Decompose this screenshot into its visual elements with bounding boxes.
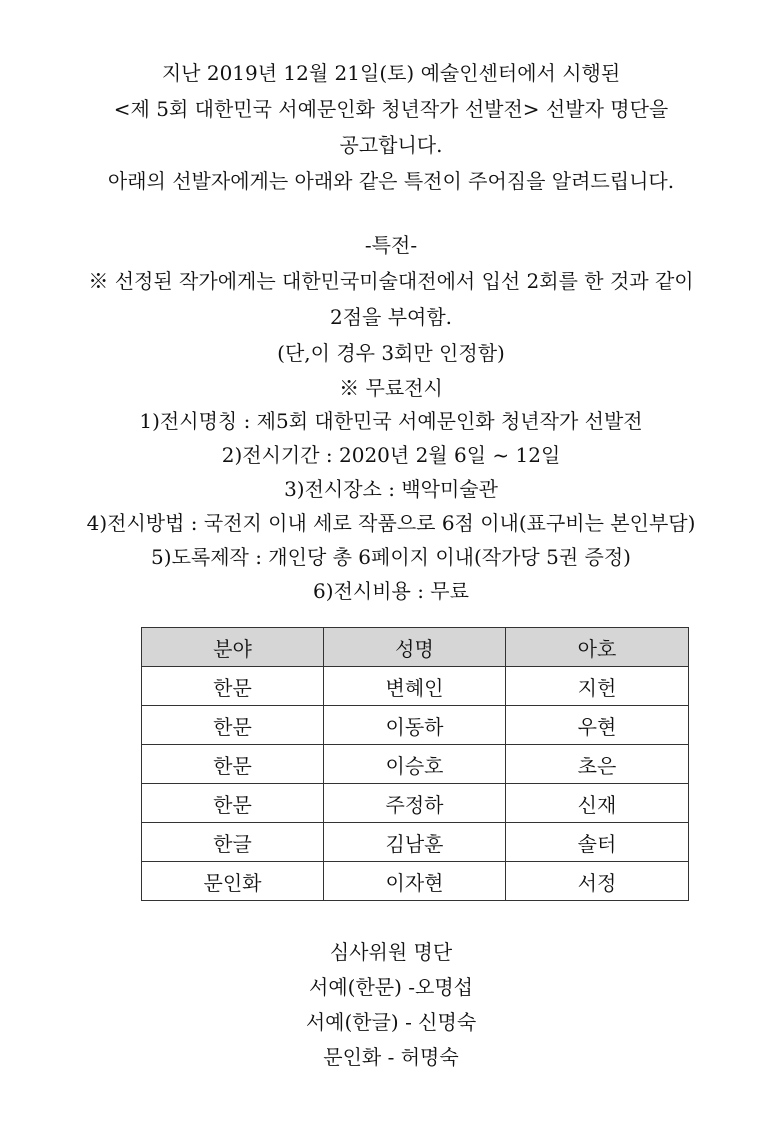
exhibition-method: 4)전시방법 : 국전지 이내 세로 작품으로 6점 이내(표구비는 본인부담) <box>86 511 696 535</box>
benefits-line-3: (단,이 경우 3회만 인정함) <box>277 341 505 365</box>
judge-hangeul: 서예(한글) - 신명숙 <box>305 1010 477 1034</box>
cell-field: 한문 <box>142 667 324 706</box>
table-row <box>142 862 689 901</box>
cell-field: 한문 <box>142 745 324 784</box>
header-pen-name: 아호 <box>506 628 689 667</box>
cell-name: 김남훈 <box>324 823 506 862</box>
cell-pen-name: 지헌 <box>506 667 689 706</box>
exhibition-cost: 6)전시비용 : 무료 <box>313 579 469 603</box>
exhibition-name: 1)전시명칭 : 제5회 대한민국 서예문인화 청년작가 선발전 <box>139 409 643 433</box>
cell-name: 주정하 <box>324 784 506 823</box>
exhibition-venue: 3)전시장소 : 백악미술관 <box>284 477 498 501</box>
judge-munninhwa: 문인화 - 허명숙 <box>323 1045 459 1069</box>
benefits-heading: -특전- <box>364 233 418 257</box>
table-row <box>142 784 689 823</box>
table-row <box>142 667 689 706</box>
exhibition-period: 2)전시기간 : 2020년 2월 6일 ~ 12일 <box>221 443 561 467</box>
benefits-line-1: ※ 선정된 작가에게는 대한민국미술대전에서 입선 2회를 한 것과 같이 <box>88 269 694 293</box>
cell-pen-name: 신재 <box>506 784 689 823</box>
judges-title: 심사위원 명단 <box>329 940 453 964</box>
cell-name: 이자현 <box>324 862 506 901</box>
table-row <box>142 745 689 784</box>
cell-field: 한문 <box>142 706 324 745</box>
judge-hanmun: 서예(한문) -오명섭 <box>309 975 473 999</box>
selection-table <box>141 627 689 901</box>
cell-name: 이승호 <box>324 745 506 784</box>
cell-field: 한글 <box>142 823 324 862</box>
intro-line-2: <제 5회 대한민국 서예문인화 청년작가 선발전> 선발자 명단을 <box>113 97 669 121</box>
cell-name: 변혜인 <box>324 667 506 706</box>
intro-line-1: 지난 2019년 12월 21일(토) 예술인센터에서 시행된 <box>161 61 621 85</box>
benefits-line-2: 2점을 부여함. <box>329 305 453 329</box>
table-row <box>142 706 689 745</box>
table-row <box>142 823 689 862</box>
header-field: 분야 <box>142 628 324 667</box>
cell-pen-name: 초은 <box>506 745 689 784</box>
cell-pen-name: 서정 <box>506 862 689 901</box>
table-header-row <box>142 628 689 667</box>
cell-pen-name: 우현 <box>506 706 689 745</box>
intro-line-4: 아래의 선발자에게는 아래와 같은 특전이 주어짐을 알려드립니다. <box>107 169 675 193</box>
header-name: 성명 <box>324 628 506 667</box>
benefits-line-4: ※ 무료전시 <box>339 376 443 400</box>
cell-field: 한문 <box>142 784 324 823</box>
intro-line-3: 공고합니다. <box>339 133 443 157</box>
cell-field: 문인화 <box>142 862 324 901</box>
cell-pen-name: 솔터 <box>506 823 689 862</box>
cell-name: 이동하 <box>324 706 506 745</box>
catalog-production: 5)도록제작 : 개인당 총 6페이지 이내(작가당 5권 증정) <box>151 545 631 569</box>
